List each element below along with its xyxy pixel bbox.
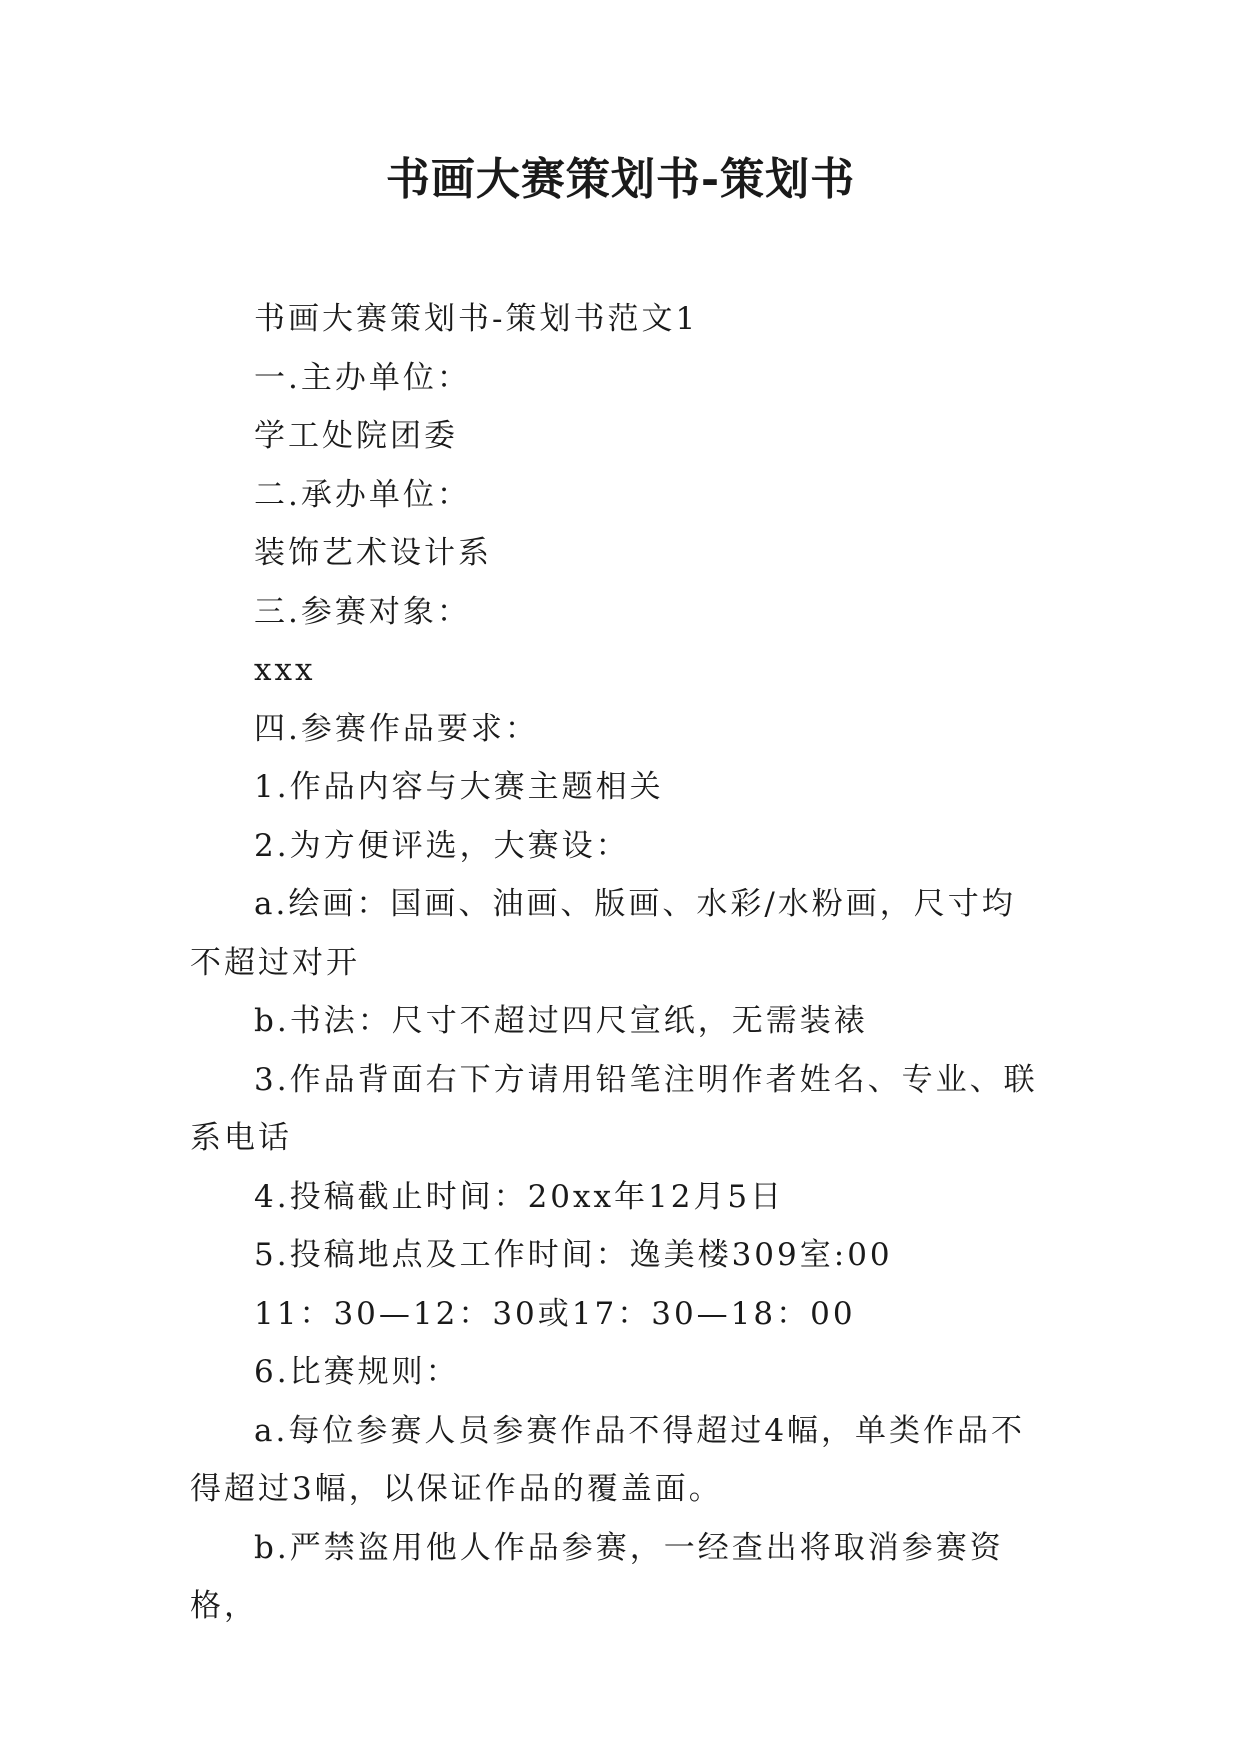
section-heading-organizer: 一.主办单位： xyxy=(254,359,471,396)
list-item: 1.作品内容与大赛主题相关 xyxy=(254,769,664,805)
section-heading-co-organizer: 二.承办单位： xyxy=(254,476,471,513)
list-item: b.书法：尺寸不超过四尺宣纸，无需装裱 xyxy=(254,1003,868,1039)
list-item: 4.投稿截止时间：20xx年12月5日 xyxy=(254,1178,785,1215)
list-item: 3.作品背面右下方请用铅笔注明作者姓名、专业、联系电话 xyxy=(190,1061,1038,1156)
paragraph: 书画大赛策划书-策划书范文1 xyxy=(254,301,699,337)
list-item: a.绘画：国画、油画、版画、水彩/水粉画，尺寸均不超过对开 xyxy=(190,886,1016,981)
list-item: 2.为方便评选，大赛设： xyxy=(254,827,630,864)
paragraph: xxx xyxy=(254,652,316,688)
document-title: 书画大赛策划书-策划书 xyxy=(385,154,856,205)
paragraph: 11：30—12：30或17：30—18：00 xyxy=(254,1295,856,1332)
document-body xyxy=(190,290,1048,1636)
list-item: 5.投稿地点及工作时间：逸美楼309室:00 xyxy=(254,1237,893,1273)
paragraph: 装饰艺术设计系 xyxy=(254,535,492,571)
list-item: a.每位参赛人员参赛作品不得超过4幅，单类作品不得超过3幅，以保证作品的覆盖面。 xyxy=(190,1412,1026,1507)
section-heading-requirements: 四.参赛作品要求： xyxy=(254,710,539,747)
list-item: 6.比赛规则： xyxy=(254,1354,460,1390)
section-heading-participants: 三.参赛对象： xyxy=(254,593,471,630)
list-item: b.严禁盗用他人作品参赛，一经查出将取消参赛资格， xyxy=(190,1529,1004,1624)
paragraph: 学工处院团委 xyxy=(254,418,458,454)
